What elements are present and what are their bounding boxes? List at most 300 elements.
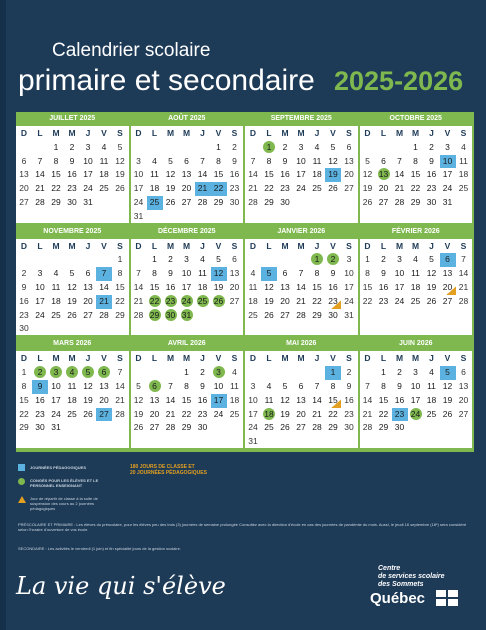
day-cell: 6 [21, 155, 27, 166]
blue-square-icon [18, 464, 25, 471]
day-cell: 8 [184, 380, 189, 391]
weekday-label: M [68, 240, 76, 251]
day-cell: 14 [133, 282, 144, 293]
day-cell: 4 [266, 380, 272, 391]
weekday-label: V [330, 240, 336, 251]
day-cell: 15 [378, 394, 389, 405]
day-cell: 18 [410, 282, 421, 293]
day-cell: 14 [312, 394, 322, 405]
day-cell: 19 [264, 295, 274, 306]
weekday-label: L [151, 128, 158, 138]
weekday-label: M [395, 353, 404, 364]
weekday-label: V [101, 240, 107, 251]
day-cell: 4 [64, 366, 80, 380]
day-cell: 2 [168, 254, 173, 265]
day-cell: 6 [440, 253, 456, 267]
day-cell: 17 [51, 394, 61, 405]
day-cell: 27 [19, 197, 29, 207]
day-cell: 3 [184, 254, 189, 265]
day-cell: 7 [200, 155, 205, 166]
day-cell: 29 [115, 309, 125, 320]
day-cell: 7 [96, 267, 112, 281]
day-cell: 16 [378, 282, 389, 293]
weekday-label: M [281, 128, 289, 138]
day-cell: 26 [213, 295, 224, 306]
day-cell: 3 [48, 366, 64, 380]
day-cell: 25 [410, 295, 421, 306]
day-cell: 18 [312, 169, 322, 180]
day-cell: 7 [136, 268, 141, 279]
day-cell: 7 [117, 367, 123, 378]
weekday-label: D [364, 128, 371, 138]
day-cell: 6 [282, 268, 288, 279]
month-block [131, 112, 244, 223]
day-cell: 12 [264, 282, 274, 293]
day-cell: 9 [282, 155, 288, 166]
day-cell: 23 [344, 408, 354, 419]
day-cell: 30 [67, 197, 77, 207]
month-title: NOVEMBRE 2025 [16, 225, 129, 239]
month-block [16, 112, 129, 223]
day-cell: 1 [381, 367, 386, 378]
day-cell: 30 [197, 422, 208, 433]
day-cell: 4 [200, 254, 205, 265]
legend-conge: CONGÉS POUR LES ÉLÈVES ET LE PERSONNEL ENSEIGNANT [30, 478, 99, 488]
weekday-label: D [135, 353, 142, 364]
day-cell: 5 [282, 380, 288, 391]
day-cell: 9 [346, 380, 352, 391]
day-cell: 8 [152, 268, 157, 279]
day-cell: 11 [411, 268, 420, 279]
day-cell: 11 [67, 380, 77, 391]
day-cell: 28 [165, 422, 176, 433]
day-cell: 24 [181, 295, 192, 306]
day-cell: 9 [168, 268, 173, 279]
day-cell: 27 [280, 309, 290, 320]
weekday-label: M [166, 240, 175, 251]
weekday-label: V [444, 353, 451, 364]
org-line3: des Sommets [378, 581, 424, 588]
weekday-label: V [101, 128, 107, 138]
day-cell: 22 [410, 183, 421, 194]
org-name [378, 565, 445, 589]
day-cell: 27 [83, 309, 93, 320]
orange-triangle-icon [18, 496, 26, 503]
day-cell: 26 [362, 197, 373, 207]
day-cell: 18 [229, 394, 240, 405]
day-cell: 8 [21, 380, 27, 391]
weekday-label: V [444, 240, 451, 251]
day-cell: 25 [197, 295, 208, 306]
day-cell: 29 [181, 422, 192, 433]
day-cell: 21 [362, 408, 373, 419]
day-cell: 30 [394, 422, 405, 433]
weekday-label: M [297, 240, 305, 251]
day-cell: 27 [378, 197, 389, 207]
day-cell: 28 [458, 295, 469, 306]
day-cell: 14 [197, 169, 208, 180]
day-cell: 30 [35, 422, 45, 433]
day-cell: 15 [325, 394, 341, 408]
day-cell: 29 [213, 197, 224, 207]
day-cell: 18 [426, 394, 437, 405]
weekday-label: V [101, 353, 107, 364]
day-cell: 12 [115, 155, 125, 166]
day-cell: 29 [328, 422, 338, 433]
day-cell: 18 [67, 394, 77, 405]
day-cell: 3 [397, 254, 402, 265]
day-cell: 8 [381, 380, 386, 391]
green-circle-icon [18, 478, 25, 485]
weekday-label: J [200, 240, 205, 251]
weekday-label: D [20, 353, 28, 364]
day-cell: 25 [147, 196, 163, 210]
day-cell: 20 [149, 408, 160, 419]
day-cell: 7 [298, 268, 304, 279]
weekday-label: M [166, 128, 175, 138]
day-cell: 15 [115, 282, 125, 293]
day-cell: 12 [133, 394, 144, 405]
day-cell: 11 [150, 169, 159, 180]
day-cell: 28 [248, 197, 258, 207]
day-cell: 28 [35, 197, 45, 207]
day-cell: 10 [35, 282, 45, 293]
day-cell: 24 [83, 183, 93, 194]
month-title: DÉCEMBRE 2025 [131, 225, 244, 239]
day-cell: 3 [136, 155, 141, 166]
weekday-label: L [266, 353, 272, 364]
day-cell: 8 [266, 155, 272, 166]
day-cell: 19 [325, 168, 341, 182]
weekday-label: M [52, 240, 60, 251]
day-cell: 16 [344, 394, 354, 405]
day-cell: 22 [362, 295, 373, 306]
day-cell: 14 [99, 282, 109, 293]
day-cell: 1 [309, 253, 325, 267]
month-block [360, 225, 473, 336]
day-cell: 31 [248, 436, 258, 447]
day-cell: 15 [264, 169, 274, 180]
day-cell: 9 [429, 155, 434, 166]
day-cell: 5 [168, 155, 173, 166]
day-cell: 31 [442, 197, 453, 207]
day-cell: 14 [458, 268, 469, 279]
day-cell: 15 [51, 169, 61, 180]
day-cell: 10 [213, 380, 224, 391]
weekday-label: M [182, 240, 191, 251]
weekday-label: J [200, 128, 205, 138]
weekday-label: L [266, 128, 272, 138]
day-cell: 11 [459, 155, 468, 166]
day-cell: 1 [261, 141, 277, 155]
day-cell: 8 [413, 155, 418, 166]
day-cell: 11 [427, 380, 436, 391]
day-cell: 11 [51, 282, 61, 293]
weekday-label: M [395, 128, 404, 138]
day-cell: 13 [83, 282, 93, 293]
day-cell: 12 [211, 267, 227, 281]
day-cell: 2 [200, 367, 205, 378]
day-cell: 10 [296, 155, 306, 166]
note-secondaire: SECONDAIRE : Les activités le vendredi (1 juin) et fin spécialité jours de la gestion scolaire. [18, 546, 181, 551]
day-cell: 2 [346, 367, 352, 378]
day-cell: 19 [115, 169, 125, 180]
day-cell: 19 [442, 394, 453, 405]
day-cell: 18 [264, 408, 274, 419]
day-cell: 30 [328, 309, 338, 320]
weekday-label: V [330, 353, 336, 364]
day-cell: 25 [229, 408, 240, 419]
day-cell: 30 [426, 197, 437, 207]
day-cell: 8 [117, 268, 123, 279]
org-line2: de services scolaire [378, 573, 445, 580]
weekday-label: J [85, 128, 91, 138]
day-cell: 31 [181, 309, 192, 320]
day-cell: 2 [381, 254, 386, 265]
day-cell: 27 [296, 422, 306, 433]
day-cell: 17 [35, 295, 45, 306]
day-cell: 11 [312, 155, 322, 166]
day-cell: 12 [442, 380, 453, 391]
day-cell: 26 [328, 183, 338, 194]
day-cell: 18 [458, 169, 469, 180]
month-title: JANVIER 2026 [245, 225, 358, 239]
day-cell: 28 [362, 422, 373, 433]
day-cell: 13 [149, 394, 160, 405]
day-cell: 14 [362, 394, 373, 405]
weekday-label: D [249, 128, 257, 138]
day-cell: 21 [312, 408, 322, 419]
day-cell: 20 [83, 295, 93, 306]
day-cell: 29 [378, 422, 389, 433]
day-cell: 4 [250, 268, 256, 279]
day-cell: 5 [261, 267, 277, 281]
day-cell: 16 [280, 169, 290, 180]
weekday-label: S [346, 128, 352, 138]
day-cell: 29 [149, 309, 160, 320]
day-cell: 21 [165, 408, 176, 419]
day-cell: 26 [67, 309, 77, 320]
day-cell: 24 [51, 408, 61, 419]
day-cell: 5 [80, 366, 96, 380]
day-cell: 13 [296, 394, 306, 405]
weekday-label: S [231, 128, 238, 138]
day-cell: 22 [312, 295, 322, 306]
day-cell: 29 [51, 197, 61, 207]
day-cell: 21 [35, 183, 45, 194]
day-cell: 24 [296, 183, 306, 194]
day-cell: 19 [83, 394, 93, 405]
month-block [16, 225, 129, 336]
day-cell: 13 [458, 380, 469, 391]
weekday-label: J [429, 128, 434, 138]
day-cell: 14 [115, 380, 125, 391]
day-cell: 21 [296, 295, 306, 306]
day-cell: 4 [429, 367, 434, 378]
day-cell: 26 [426, 295, 437, 306]
day-cell: 27 [181, 197, 192, 207]
weekday-label: L [380, 128, 387, 138]
weekday-label: D [249, 353, 257, 364]
month-block [360, 337, 473, 448]
day-cell: 4 [101, 141, 107, 152]
weekday-label: M [297, 128, 305, 138]
month-block [16, 337, 129, 448]
day-cell: 4 [461, 141, 466, 152]
day-cell: 5 [429, 254, 434, 265]
day-cell: 10 [181, 268, 192, 279]
day-cell: 24 [213, 408, 224, 419]
quebec-wordmark: Québec [370, 590, 426, 607]
day-cell: 16 [328, 282, 338, 293]
day-cell: 22 [211, 182, 227, 196]
day-cell: 30 [280, 197, 290, 207]
day-cell: 16 [67, 169, 77, 180]
day-cell: 9 [330, 268, 336, 279]
day-cell: 6 [147, 380, 163, 394]
day-cell: 14 [394, 169, 405, 180]
weekday-label: L [151, 240, 158, 251]
day-cell: 30 [344, 422, 354, 433]
month-title: SEPTEMBRE 2025 [245, 112, 358, 126]
day-cell: 1 [184, 367, 189, 378]
count-line2: 20 JOURNÉES PÉDAGOGIQUES [130, 470, 207, 476]
day-cell: 20 [344, 169, 354, 180]
note-prescolaire: PRÉSCOLAIRE ET PRIMAIRE : Les élèves du préscolaire, pour les élèves peu des trois (3) journées de semaine prolongée Consultez avec la direction d'école en cas des journées de pandémie du mois. Aussi, le jeudi 16 septembre (18ᵉ) sera considéré selon l'horaire d'ouverture de vos école. [18, 522, 467, 532]
weekday-label: M [52, 353, 60, 364]
day-cell: 12 [362, 169, 373, 180]
day-cell: 3 [211, 366, 227, 380]
day-cell: 9 [69, 155, 75, 166]
day-cell: 21 [133, 295, 144, 306]
weekday-label: D [135, 240, 142, 251]
legend-report: Jour de répartir de classe à la suite de suspension des cours au 2 journées pédagogiques [30, 496, 98, 511]
day-cell: 10 [344, 268, 354, 279]
day-cell: 25 [99, 183, 109, 194]
day-cell: 6 [346, 141, 352, 152]
weekday-label: M [68, 128, 76, 138]
weekday-label: J [200, 353, 205, 364]
day-cell: 26 [264, 309, 274, 320]
weekday-label: M [182, 353, 191, 364]
day-cell: 20 [19, 183, 29, 194]
weekday-label: L [37, 128, 43, 138]
day-cell: 2 [21, 268, 27, 279]
weekday-label: S [231, 240, 238, 251]
day-cell: 23 [67, 183, 77, 194]
weekday-label: D [364, 240, 371, 251]
day-cell: 7 [461, 254, 466, 265]
weekday-label: M [166, 353, 175, 364]
day-cell: 19 [213, 282, 224, 293]
weekday-label: L [380, 353, 387, 364]
day-cell: 25 [426, 408, 437, 419]
day-cell: 29 [410, 197, 421, 207]
day-cell: 29 [19, 422, 29, 433]
weekday-label: M [182, 128, 191, 138]
weekday-label: S [117, 240, 123, 251]
day-cell: 8 [365, 268, 370, 279]
day-cell: 12 [280, 394, 290, 405]
day-cell: 13 [229, 268, 240, 279]
day-cell: 3 [413, 367, 418, 378]
day-cell: 2 [69, 141, 75, 152]
day-cell: 23 [229, 183, 240, 194]
weekday-label: J [314, 353, 320, 364]
day-cell: 26 [133, 422, 144, 433]
day-cell: 5 [365, 155, 370, 166]
day-cell: 10 [83, 155, 93, 166]
day-cell: 5 [69, 268, 75, 279]
weekday-label: D [364, 353, 371, 364]
day-cell: 26 [83, 408, 93, 419]
day-cell: 5 [216, 254, 221, 265]
day-count [130, 464, 207, 476]
day-cell: 17 [344, 282, 354, 293]
weekday-label: M [68, 353, 76, 364]
day-cell: 1 [117, 254, 123, 265]
day-cell: 28 [394, 197, 405, 207]
day-cell: 16 [19, 295, 29, 306]
day-cell: 13 [280, 282, 290, 293]
day-cell: 12 [165, 169, 176, 180]
weekday-label: D [135, 128, 142, 138]
day-cell: 10 [51, 380, 61, 391]
day-cell: 1 [325, 366, 341, 380]
day-cell: 17 [394, 282, 405, 293]
day-cell: 16 [165, 282, 176, 293]
weekday-label: S [460, 128, 467, 138]
day-cell: 7 [168, 380, 173, 391]
weekday-label: S [117, 128, 123, 138]
day-cell: 25 [264, 422, 274, 433]
day-cell: 14 [248, 169, 258, 180]
day-cell: 10 [410, 380, 421, 391]
day-cell: 29 [264, 197, 274, 207]
day-cell: 13 [181, 169, 192, 180]
title-line1: Calendrier scolaire [52, 40, 211, 61]
day-cell: 27 [442, 295, 453, 306]
day-cell: 5 [440, 366, 456, 380]
day-cell: 20 [458, 394, 469, 405]
weekday-label: L [37, 353, 43, 364]
day-cell: 10 [394, 268, 405, 279]
day-cell: 17 [133, 183, 144, 194]
legend-pedagogic: JOURNÉES PÉDAGOGIQUES [30, 465, 87, 470]
day-cell: 28 [296, 309, 306, 320]
day-cell: 19 [165, 183, 176, 194]
day-cell: 30 [229, 197, 240, 207]
day-cell: 1 [152, 254, 157, 265]
day-cell: 30 [19, 323, 29, 334]
weekday-label: V [215, 240, 222, 251]
day-cell: 17 [181, 282, 192, 293]
day-cell: 24 [442, 183, 453, 194]
day-cell: 17 [211, 394, 227, 408]
day-cell: 13 [442, 268, 453, 279]
month-block [245, 337, 358, 448]
day-cell: 9 [232, 155, 237, 166]
day-cell: 4 [152, 155, 157, 166]
weekday-label: D [249, 240, 257, 251]
day-cell: 13 [378, 169, 389, 180]
weekday-label: M [297, 353, 305, 364]
day-cell: 11 [99, 155, 109, 166]
day-cell: 19 [280, 408, 290, 419]
day-cell: 18 [149, 183, 160, 194]
month-title: MAI 2026 [245, 337, 358, 351]
day-cell: 27 [229, 295, 240, 306]
